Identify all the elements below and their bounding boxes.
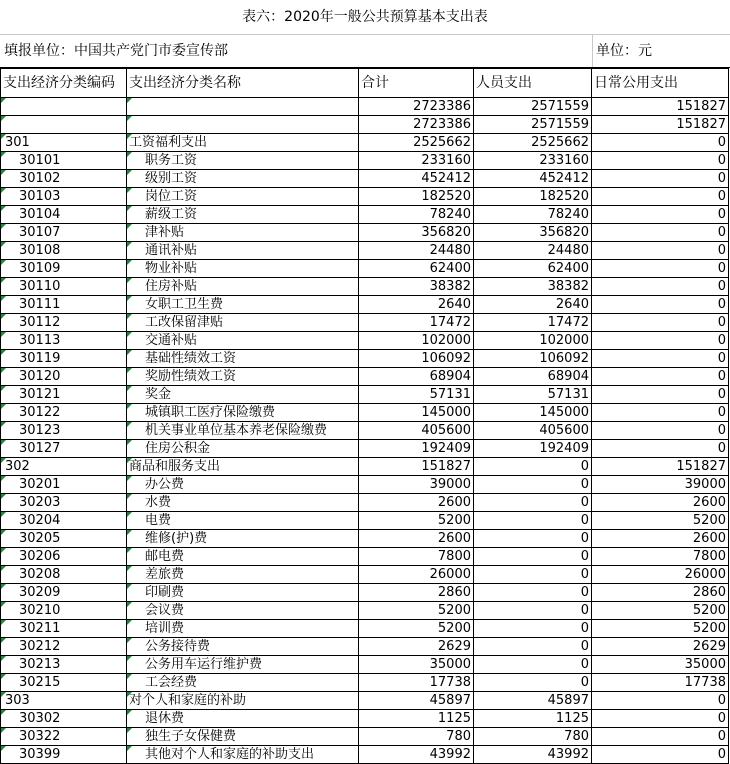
cell-total[interactable]: 780: [359, 728, 474, 746]
cell-personnel[interactable]: 0: [474, 674, 592, 692]
cell-divider: [592, 35, 593, 67]
cell-total[interactable]: 7800: [359, 548, 474, 566]
cell-personnel[interactable]: 68904: [474, 368, 592, 386]
cell-total[interactable]: 39000: [359, 476, 474, 494]
cell-name[interactable]: 基础性绩效工资: [127, 350, 359, 368]
cell-public[interactable]: 0: [592, 404, 729, 422]
table-row: [1, 206, 729, 224]
cell-code[interactable]: 30211: [1, 620, 127, 638]
cell-code[interactable]: 30209: [1, 584, 127, 602]
cell-total[interactable]: 2629: [359, 638, 474, 656]
cell-total[interactable]: 24480: [359, 242, 474, 260]
cell-personnel[interactable]: 0: [474, 548, 592, 566]
cell-personnel[interactable]: 57131: [474, 386, 592, 404]
cell-code[interactable]: 302: [1, 458, 127, 476]
budget-table: [0, 68, 729, 764]
cell-personnel[interactable]: 0: [474, 602, 592, 620]
cell-personnel[interactable]: 0: [474, 494, 592, 512]
table-row: [1, 530, 729, 548]
cell-public[interactable]: 2600: [592, 494, 729, 512]
cell-public[interactable]: 2860: [592, 584, 729, 602]
table-row: [1, 260, 729, 278]
cell-total[interactable]: 2525662: [359, 134, 474, 152]
cell-personnel[interactable]: 0: [474, 656, 592, 674]
cell-personnel[interactable]: 0: [474, 476, 592, 494]
cell-name[interactable]: 维修(护)费: [127, 530, 359, 548]
cell-code[interactable]: 30104: [1, 206, 127, 224]
cell-code[interactable]: 30213: [1, 656, 127, 674]
header-personnel[interactable]: 人员支出: [474, 69, 592, 98]
cell-name[interactable]: 女职工卫生费: [127, 296, 359, 314]
cell-personnel[interactable]: 0: [474, 530, 592, 548]
cell-code[interactable]: 30206: [1, 548, 127, 566]
table-row: [1, 314, 729, 332]
cell-name[interactable]: 住房补贴: [127, 278, 359, 296]
cell-public[interactable]: 151827: [592, 458, 729, 476]
cell-personnel[interactable]: 0: [474, 512, 592, 530]
cell-name[interactable]: 差旅费: [127, 566, 359, 584]
cell-public[interactable]: 0: [592, 242, 729, 260]
currency-unit-label: 单位：元: [596, 43, 652, 59]
table-row: [1, 710, 729, 728]
cell-public[interactable]: 0: [592, 422, 729, 440]
table-row: [1, 422, 729, 440]
cell-personnel[interactable]: 405600: [474, 422, 592, 440]
cell-personnel[interactable]: 0: [474, 584, 592, 602]
cell-code[interactable]: 30107: [1, 224, 127, 242]
cell-total[interactable]: 26000: [359, 566, 474, 584]
cell-public[interactable]: 0: [592, 314, 729, 332]
cell-code[interactable]: [1, 116, 127, 134]
cell-code[interactable]: 30109: [1, 260, 127, 278]
cell-personnel[interactable]: 45897: [474, 692, 592, 710]
cell-name[interactable]: 物业补贴: [127, 260, 359, 278]
cell-total[interactable]: 2640: [359, 296, 474, 314]
cell-total[interactable]: 62400: [359, 260, 474, 278]
cell-public[interactable]: 5200: [592, 512, 729, 530]
table-row: [1, 584, 729, 602]
cell-name[interactable]: 水费: [127, 494, 359, 512]
cell-total[interactable]: 5200: [359, 602, 474, 620]
cell-public[interactable]: 0: [592, 368, 729, 386]
cell-public[interactable]: 2600: [592, 530, 729, 548]
cell-code[interactable]: 30203: [1, 494, 127, 512]
cell-public[interactable]: 151827: [592, 116, 729, 134]
cell-personnel[interactable]: 0: [474, 620, 592, 638]
cell-code[interactable]: 30110: [1, 278, 127, 296]
cell-name[interactable]: 印刷费: [127, 584, 359, 602]
cell-code[interactable]: 30108: [1, 242, 127, 260]
table-row: [1, 692, 729, 710]
cell-public[interactable]: 0: [592, 440, 729, 458]
cell-public[interactable]: 0: [592, 746, 729, 764]
cell-total[interactable]: 43992: [359, 746, 474, 764]
cell-total[interactable]: 17738: [359, 674, 474, 692]
cell-code[interactable]: 30111: [1, 296, 127, 314]
cell-personnel[interactable]: 43992: [474, 746, 592, 764]
table-row: [1, 386, 729, 404]
cell-name[interactable]: 对个人和家庭的补助: [127, 692, 359, 710]
cell-code[interactable]: 30121: [1, 386, 127, 404]
cell-total[interactable]: 452412: [359, 170, 474, 188]
cell-public[interactable]: 0: [592, 134, 729, 152]
cell-public[interactable]: 26000: [592, 566, 729, 584]
cell-public[interactable]: 0: [592, 278, 729, 296]
cell-public[interactable]: 0: [592, 350, 729, 368]
table-row: [1, 188, 729, 206]
cell-code[interactable]: 30122: [1, 404, 127, 422]
header-public[interactable]: 日常公用支出: [592, 69, 729, 98]
table-row: [1, 728, 729, 746]
cell-total[interactable]: 2600: [359, 494, 474, 512]
cell-code[interactable]: 30399: [1, 746, 127, 764]
cell-personnel[interactable]: 2525662: [474, 134, 592, 152]
cell-name[interactable]: 交通补贴: [127, 332, 359, 350]
cell-personnel[interactable]: 145000: [474, 404, 592, 422]
cell-name[interactable]: 奖励性绩效工资: [127, 368, 359, 386]
cell-personnel[interactable]: 2571559: [474, 98, 592, 116]
cell-personnel[interactable]: 2640: [474, 296, 592, 314]
cell-public[interactable]: 39000: [592, 476, 729, 494]
cell-public[interactable]: 7800: [592, 548, 729, 566]
cell-name[interactable]: 其他对个人和家庭的补助支出: [127, 746, 359, 764]
table-row: [1, 674, 729, 692]
cell-name[interactable]: 办公费: [127, 476, 359, 494]
cell-total[interactable]: 102000: [359, 332, 474, 350]
cell-name[interactable]: 邮电费: [127, 548, 359, 566]
table-row: [1, 278, 729, 296]
cell-code[interactable]: 30208: [1, 566, 127, 584]
cell-public[interactable]: 2629: [592, 638, 729, 656]
table-row: [1, 746, 729, 764]
table-row: [1, 602, 729, 620]
cell-name[interactable]: 津补贴: [127, 224, 359, 242]
cell-total[interactable]: 17472: [359, 314, 474, 332]
cell-name[interactable]: [127, 116, 359, 134]
table-row: [1, 170, 729, 188]
cell-code[interactable]: 30120: [1, 368, 127, 386]
table-title: 表六：2020年一般公共预算基本支出表: [0, 0, 730, 35]
cell-name[interactable]: 培训费: [127, 620, 359, 638]
cell-name[interactable]: 奖金: [127, 386, 359, 404]
table-row: [1, 458, 729, 476]
cell-total[interactable]: 2860: [359, 584, 474, 602]
cell-name[interactable]: 薪级工资: [127, 206, 359, 224]
cell-code[interactable]: 30322: [1, 728, 127, 746]
cell-public[interactable]: 0: [592, 188, 729, 206]
cell-public[interactable]: 0: [592, 692, 729, 710]
cell-name[interactable]: 工改保留津贴: [127, 314, 359, 332]
table-row: [1, 296, 729, 314]
cell-name[interactable]: 会议费: [127, 602, 359, 620]
cell-name[interactable]: 岗位工资: [127, 188, 359, 206]
cell-name[interactable]: [127, 98, 359, 116]
table-row: [1, 350, 729, 368]
table-row: [1, 476, 729, 494]
cell-code[interactable]: 30101: [1, 152, 127, 170]
cell-personnel[interactable]: 0: [474, 566, 592, 584]
cell-total[interactable]: 182520: [359, 188, 474, 206]
table-row: [1, 548, 729, 566]
table-row: [1, 404, 729, 422]
cell-personnel[interactable]: 452412: [474, 170, 592, 188]
cell-name[interactable]: 城镇职工医疗保险缴费: [127, 404, 359, 422]
cell-personnel[interactable]: 0: [474, 458, 592, 476]
cell-public[interactable]: 0: [592, 170, 729, 188]
cell-code[interactable]: 303: [1, 692, 127, 710]
cell-personnel[interactable]: 192409: [474, 440, 592, 458]
table-row: [1, 152, 729, 170]
cell-personnel[interactable]: 356820: [474, 224, 592, 242]
table-row: [1, 332, 729, 350]
cell-code[interactable]: 30210: [1, 602, 127, 620]
cell-name[interactable]: 机关事业单位基本养老保险缴费: [127, 422, 359, 440]
table-row: [1, 368, 729, 386]
total-row: [1, 116, 729, 134]
cell-name[interactable]: 电费: [127, 512, 359, 530]
cell-personnel[interactable]: 24480: [474, 242, 592, 260]
cell-public[interactable]: 0: [592, 386, 729, 404]
header-total[interactable]: 合计: [359, 69, 474, 98]
cell-name[interactable]: 工会经费: [127, 674, 359, 692]
cell-code[interactable]: 30302: [1, 710, 127, 728]
cell-personnel[interactable]: 62400: [474, 260, 592, 278]
cell-public[interactable]: 35000: [592, 656, 729, 674]
header-info-row: [0, 35, 730, 68]
cell-total[interactable]: 5200: [359, 620, 474, 638]
table-row: [1, 242, 729, 260]
cell-code[interactable]: 30201: [1, 476, 127, 494]
cell-public[interactable]: 0: [592, 710, 729, 728]
table-row: [1, 440, 729, 458]
table-row: [1, 566, 729, 584]
cell-name[interactable]: 公务接待费: [127, 638, 359, 656]
cell-name[interactable]: 住房公积金: [127, 440, 359, 458]
cell-personnel[interactable]: 106092: [474, 350, 592, 368]
cell-total[interactable]: 405600: [359, 422, 474, 440]
cell-personnel[interactable]: 780: [474, 728, 592, 746]
table-row: [1, 224, 729, 242]
cell-name[interactable]: 退休费: [127, 710, 359, 728]
cell-code[interactable]: 30103: [1, 188, 127, 206]
cell-public[interactable]: 0: [592, 152, 729, 170]
cell-public[interactable]: 5200: [592, 602, 729, 620]
cell-personnel[interactable]: 38382: [474, 278, 592, 296]
cell-code[interactable]: 30205: [1, 530, 127, 548]
cell-personnel[interactable]: 1125: [474, 710, 592, 728]
cell-personnel[interactable]: 233160: [474, 152, 592, 170]
cell-code[interactable]: 30119: [1, 350, 127, 368]
column-header-row: [1, 69, 729, 98]
cell-code[interactable]: 30113: [1, 332, 127, 350]
cell-public[interactable]: 0: [592, 728, 729, 746]
cell-total[interactable]: 356820: [359, 224, 474, 242]
table-row: [1, 620, 729, 638]
cell-public[interactable]: 5200: [592, 620, 729, 638]
reporting-unit-label: 填报单位：中国共产党门市委宣传部: [4, 43, 228, 59]
cell-total[interactable]: 38382: [359, 278, 474, 296]
cell-code[interactable]: 30102: [1, 170, 127, 188]
cell-total[interactable]: 35000: [359, 656, 474, 674]
cell-public[interactable]: 17738: [592, 674, 729, 692]
cell-total[interactable]: 2723386: [359, 116, 474, 134]
cell-code[interactable]: 30123: [1, 422, 127, 440]
cell-name[interactable]: 公务用车运行维护费: [127, 656, 359, 674]
cell-code[interactable]: 30212: [1, 638, 127, 656]
cell-total[interactable]: 78240: [359, 206, 474, 224]
cell-personnel[interactable]: 0: [474, 638, 592, 656]
header-code[interactable]: 支出经济分类编码: [1, 69, 127, 98]
cell-total[interactable]: 5200: [359, 512, 474, 530]
total-row: [1, 98, 729, 116]
cell-code[interactable]: [1, 98, 127, 116]
table-row: [1, 494, 729, 512]
cell-total[interactable]: 2600: [359, 530, 474, 548]
cell-total[interactable]: 192409: [359, 440, 474, 458]
cell-public[interactable]: 0: [592, 296, 729, 314]
cell-total[interactable]: 106092: [359, 350, 474, 368]
cell-name[interactable]: 工资福利支出: [127, 134, 359, 152]
cell-name[interactable]: 级别工资: [127, 170, 359, 188]
cell-total[interactable]: 151827: [359, 458, 474, 476]
cell-personnel[interactable]: 17472: [474, 314, 592, 332]
table-row: [1, 638, 729, 656]
cell-total[interactable]: 57131: [359, 386, 474, 404]
cell-total[interactable]: 145000: [359, 404, 474, 422]
cell-code[interactable]: 30112: [1, 314, 127, 332]
cell-code[interactable]: 301: [1, 134, 127, 152]
cell-public[interactable]: 151827: [592, 98, 729, 116]
cell-personnel[interactable]: 182520: [474, 188, 592, 206]
cell-total[interactable]: 45897: [359, 692, 474, 710]
cell-total[interactable]: 68904: [359, 368, 474, 386]
cell-code[interactable]: 30215: [1, 674, 127, 692]
cell-public[interactable]: 0: [592, 332, 729, 350]
cell-name[interactable]: 独生子女保健费: [127, 728, 359, 746]
cell-total[interactable]: 2723386: [359, 98, 474, 116]
cell-code[interactable]: 30127: [1, 440, 127, 458]
cell-personnel[interactable]: 78240: [474, 206, 592, 224]
table-row: [1, 512, 729, 530]
cell-public[interactable]: 0: [592, 260, 729, 278]
table-row: [1, 134, 729, 152]
cell-total[interactable]: 233160: [359, 152, 474, 170]
cell-public[interactable]: 0: [592, 224, 729, 242]
table-row: [1, 656, 729, 674]
header-name[interactable]: 支出经济分类名称: [127, 69, 359, 98]
cell-name[interactable]: 职务工资: [127, 152, 359, 170]
cell-personnel[interactable]: 102000: [474, 332, 592, 350]
cell-total[interactable]: 1125: [359, 710, 474, 728]
cell-name[interactable]: 通讯补贴: [127, 242, 359, 260]
cell-public[interactable]: 0: [592, 206, 729, 224]
cell-name[interactable]: 商品和服务支出: [127, 458, 359, 476]
cell-personnel[interactable]: 2571559: [474, 116, 592, 134]
cell-code[interactable]: 30204: [1, 512, 127, 530]
